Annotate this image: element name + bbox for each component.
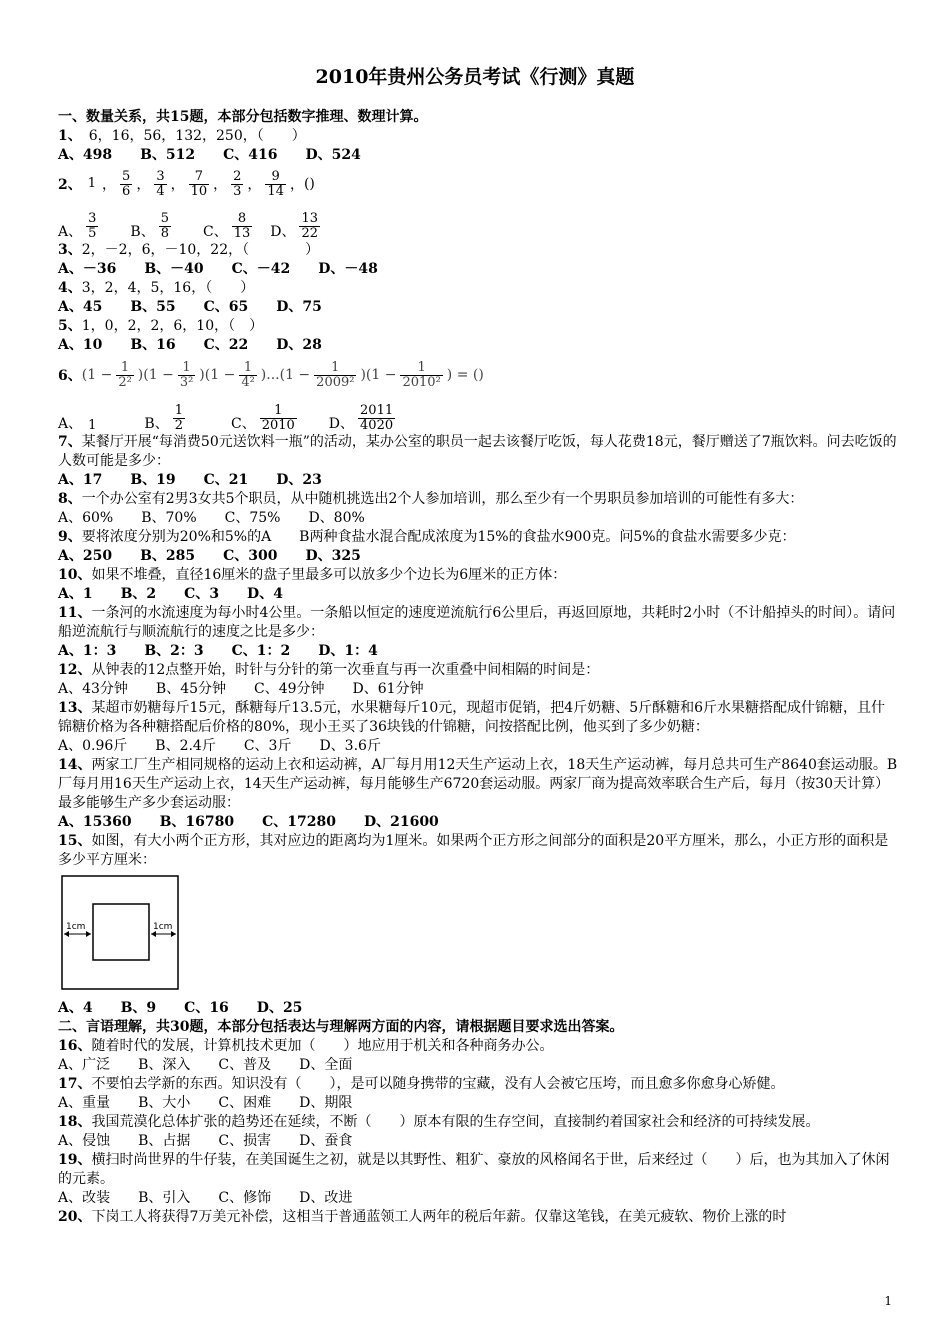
page-number: 1 bbox=[884, 1294, 892, 1308]
question-13: 13、某超市奶糖每斤15元，酥糖每斤13.5元，水果糖每斤10元，现超市促销，把4斤奶糖、5斤酥糖和6斤水果糖搭配成什锦糖，且什锦糖价格为各种糖搭配后价格的80%，现小王买了36块钱的什锦糖，问按搭配比例，他买到了多少奶糖： bbox=[58, 700, 886, 735]
nested-squares-figure bbox=[60, 874, 180, 991]
section-heading-quantity: 一、数量关系，共15题，本部分包括数字推理、数理计算。 bbox=[58, 109, 428, 125]
left-arrowhead-icon bbox=[86, 931, 91, 937]
option-fraction: $\frac{3}{5}$ bbox=[88, 211, 97, 241]
question-6-options: A、 1 B、 $\frac{1}{2}$ C、 $\frac{1}{2010}$ D、 $\frac{2011}{4020}$ bbox=[58, 403, 394, 433]
question-17-options: A、重量 B、大小 C、困难 D、期限 bbox=[58, 1095, 353, 1111]
question-12-options: A、43分钟 B、45分钟 C、49分钟 D、61分钟 bbox=[58, 681, 424, 697]
page-title: 2010年贵州公务员考试《行测》真题 bbox=[315, 66, 635, 88]
question-number: 1、 bbox=[58, 128, 75, 144]
question-6: 6、 (1 − $\frac{1}{\text{2²}}$ )(1 − $\frac{1}{\text{3²}}$ )(1 − $\frac{1}{\text{4²}}$ )...(1 − $\frac{1}{\text{2009²}}$ )(1 − $\frac{1}{\text{2010²}}$ ) = () bbox=[58, 359, 484, 390]
question-11-options: A、1：3 B、2：3 C、1：2 D、1：4 bbox=[58, 643, 378, 659]
question-9-options: A、250 B、285 C、300 D、325 bbox=[58, 548, 361, 564]
sequence-fraction: $\frac{7}{10}$ bbox=[190, 168, 208, 199]
sequence-fraction: $\frac{9}{14}$ bbox=[267, 168, 284, 199]
section-heading-verbal: 二、言语理解，共30题，本部分包括表达与理解两方面的内容，请根据题目要求选出答案。 bbox=[58, 1019, 624, 1035]
option-fraction: $\frac{8}{13}$ bbox=[233, 211, 251, 241]
sequence-fraction: $\frac{2}{3}$ bbox=[233, 168, 242, 199]
left-distance-label: 1cm bbox=[66, 922, 86, 932]
question-18-options: A、侵蚀 B、占据 C、损害 D、蚕食 bbox=[58, 1133, 353, 1149]
inner-square bbox=[93, 904, 149, 960]
option-fraction: $\frac{5}{8}$ bbox=[160, 211, 169, 241]
question-7-options: A、17 B、19 C、21 D、23 bbox=[58, 472, 322, 488]
question-8-options: A、60% B、70% C、75% D、80% bbox=[58, 510, 365, 526]
question-16-options: A、广泛 B、深入 C、普及 D、全面 bbox=[58, 1057, 353, 1073]
question-11: 11、一条河的水流速度为每小时4公里。一条船以恒定的速度逆流航行6公里后，再返回原地，共耗时2小时（不计船掉头的时间）。请问船逆流航行与顺流航行的速度之比是多少： bbox=[58, 605, 896, 640]
question-10: 10、如果不堆叠，直径16厘米的盘子里最多可以放多少个边长为6厘米的正方体： bbox=[58, 567, 567, 583]
question-18: 18、我国荒漠化总体扩张的趋势还在延续，不断（ ）原本有限的生存空间，直接制约着国家社会和经济的可持续发展。 bbox=[58, 1114, 820, 1130]
question-14: 14、两家工厂生产相同规格的运动上衣和运动裤，A厂每月用12天生产运动上衣，18天生产运动裤，每月总共可生产8640套运动服。B厂每月用16天生产运动上衣，14天生产运动裤，每月能够生产6720套运动服。两家厂商为提高效率联合生产后，每月（按30天计算）最多能够生产多少套运动服： bbox=[58, 757, 898, 811]
question-4-options: A、45 B、55 C、65 D、75 bbox=[58, 299, 322, 315]
question-2-options: A、 $\frac{3}{5}$ B、 $\frac{5}{8}$ C、 $\frac{8}{13}$ D、 $\frac{13}{22}$ bbox=[58, 211, 319, 241]
question-5-options: A、10 B、16 C、22 D、28 bbox=[58, 337, 322, 353]
question-1 bbox=[58, 127, 898, 146]
question-19: 19、横扫时尚世界的牛仔装，在美国诞生之初，就是以其野性、粗犷、豪放的风格闻名于世，后来经过（ ）后，也为其加入了休闲的元素。 bbox=[58, 1152, 890, 1187]
question-19-options: A、改装 B、引入 C、修饰 D、改进 bbox=[58, 1190, 353, 1206]
question-2: 2、 1 ， $\frac{5}{6}$ ， $\frac{3}{4}$ ， $\frac{7}{10}$ ， $\frac{2}{3}$ ， $\frac{9}{14}$ ， () bbox=[58, 168, 315, 199]
question-20: 20、下岗工人将获得7万美元补偿，这相当于普通蓝领工人两年的税后年薪。仅靠这笔钱，在美元疲软、物价上涨的时 bbox=[58, 1209, 787, 1225]
question-12: 12、从钟表的12点整开始，时针与分针的第一次垂直与再一次重叠中间相隔的时间是： bbox=[58, 662, 600, 678]
question-15-options: A、4 B、9 C、16 D、25 bbox=[58, 1000, 303, 1016]
question-14-options: A、15360 B、16780 C、17280 D、21600 bbox=[58, 814, 439, 830]
question-number: 2、 bbox=[58, 177, 82, 193]
document-body bbox=[58, 108, 898, 1227]
question-13-options: A、0.96斤 B、2.4斤 C、3斤 D、3.6斤 bbox=[58, 738, 381, 754]
question-3: 3、2，－2，6，－10，22，（ ） bbox=[58, 242, 320, 258]
question-17: 17、不要怕去学新的东西。知识没有（ ），是可以随身携带的宝藏，没有人会被它压垮，而且愈多你愈身心矫健。 bbox=[58, 1076, 785, 1092]
question-8: 8、一个办公室有2男3女共5个职员，从中随机挑选出2个人参加培训，那么至少有一个男职员参加培训的可能性有多大： bbox=[58, 491, 804, 507]
sequence-fraction: 1 bbox=[87, 176, 97, 191]
question-15: 15、如图，有大小两个正方形，其对应边的距离均为1厘米。如果两个正方形之间部分的面积是20平方厘米，那么，小正方形的面积是多少平方厘米： bbox=[58, 833, 889, 868]
question-10-options: A、1 B、2 C、3 D、4 bbox=[58, 586, 283, 602]
sequence-fraction: $\frac{3}{4}$ bbox=[156, 168, 165, 199]
question-3-options: A、－36 B、－40 C、－42 D、－48 bbox=[58, 261, 378, 277]
question-9: 9、要将浓度分别为20%和5%的A B两种食盐水混合配成浓度为15%的食盐水900克。问5%的食盐水需要多少克： bbox=[58, 529, 796, 545]
question-1-options: A、498 B、512 C、416 D、524 bbox=[58, 147, 361, 163]
question-7: 7、某餐厅开展“每消费50元送饮料一瓶”的活动，某办公室的职员一起去该餐厅吃饭，每人花费18元，餐厅赠送了7瓶饮料。问去吃饭的人数可能是多少： bbox=[58, 434, 897, 469]
answer-blank: () bbox=[303, 176, 315, 192]
question-4: 4、3，2，4，5，16，（ ） bbox=[58, 280, 255, 296]
question-5: 5、1，0，2，2，6，10，（ ） bbox=[58, 318, 264, 334]
question-16: 16、随着时代的发展，计算机技术更加（ ）地应用于机关和各种商务办公。 bbox=[58, 1038, 554, 1054]
question-text: 6，16，56，132，250，（ ） bbox=[88, 128, 306, 144]
option-fraction: $\frac{13}{22}$ bbox=[301, 211, 319, 241]
right-distance-label: 1cm bbox=[153, 922, 173, 932]
outer-square bbox=[62, 876, 178, 989]
sequence-fraction: $\frac{5}{6}$ bbox=[122, 168, 131, 199]
